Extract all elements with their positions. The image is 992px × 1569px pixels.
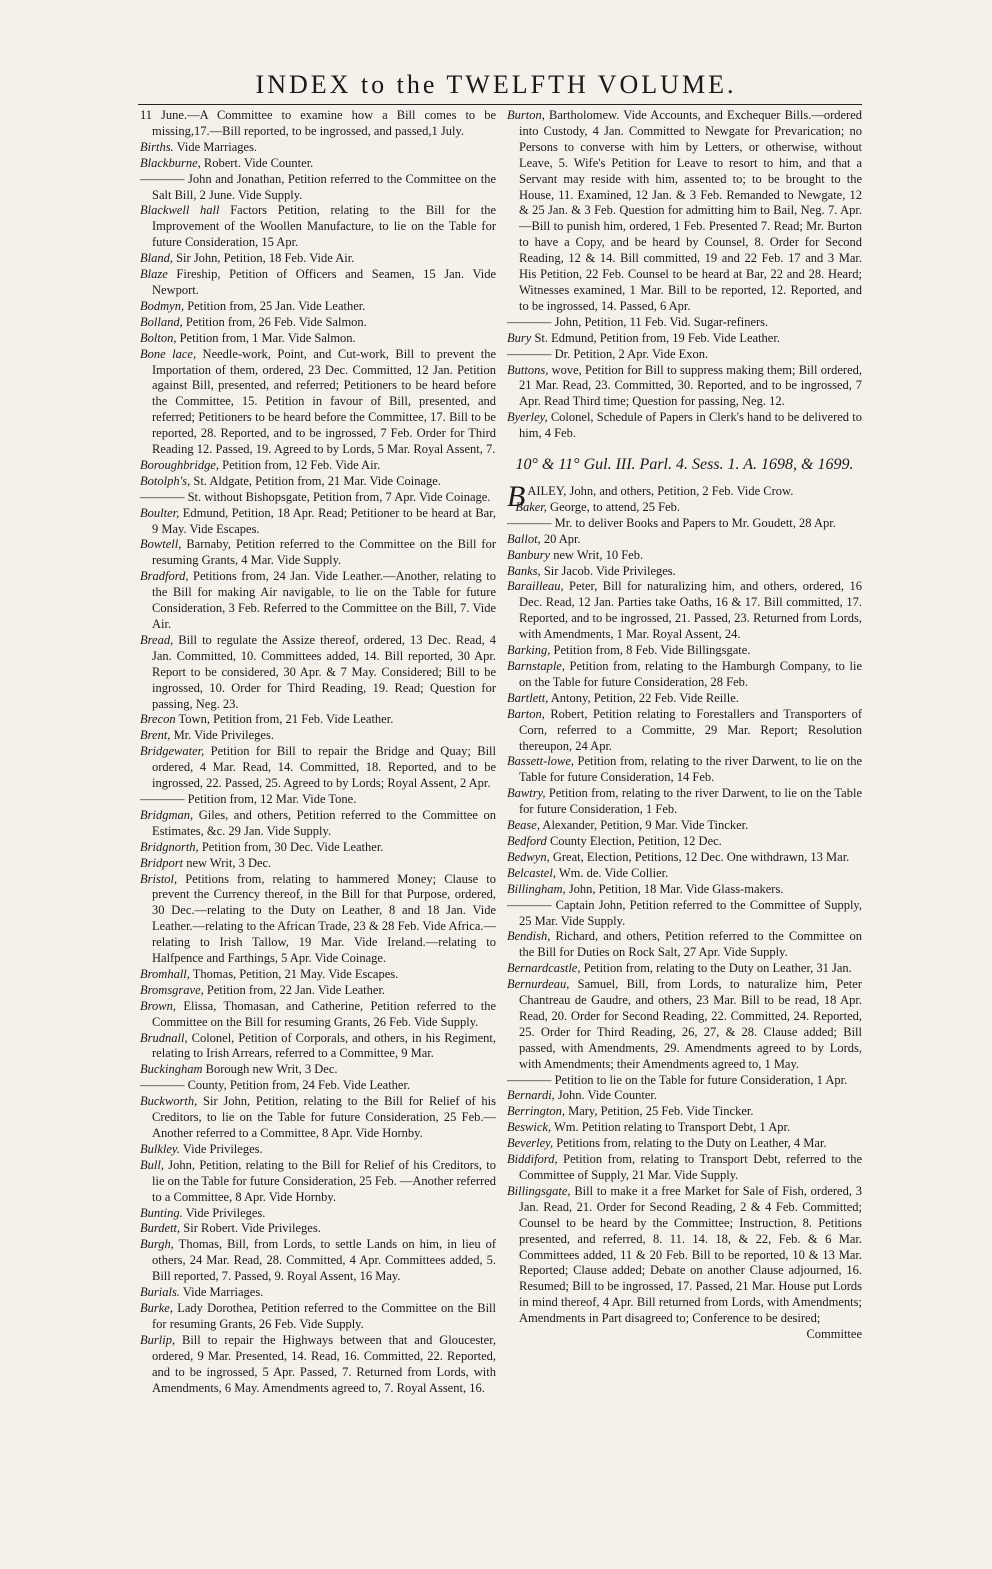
entry-heading: Bridgewater,: [140, 744, 205, 759]
entry-text: Petition from, 26 Feb. Vide Salmon.: [182, 314, 367, 329]
entry-text: Petition from, 22 Jan. Vide Leather.: [203, 982, 386, 997]
index-entry: [140, 1062, 496, 1078]
index-entry: [140, 1142, 496, 1158]
entry-heading: ————: [140, 171, 185, 186]
entry-text: Robert. Vide Counter.: [200, 155, 314, 170]
entry-heading: Bland,: [140, 251, 173, 266]
entry-text: John and Jonathan, Petition referred to the Committee on the Salt Bill, 2 June. Vide Supply.: [152, 171, 496, 202]
index-entry: [507, 1104, 862, 1120]
left-column: [140, 108, 496, 1563]
entry-text: Mr. Vide Privileges.: [170, 728, 274, 743]
index-entry: [507, 691, 862, 707]
index-entry: [140, 1301, 496, 1333]
index-entry: [140, 1237, 496, 1285]
index-entry: [507, 548, 862, 564]
entry-text: Sir Robert. Vide Privileges.: [180, 1221, 321, 1236]
entry-text: Petition from, relating to the Hamburgh Company, to lie on the Table for future Consideration, 28 Feb.: [519, 659, 862, 689]
index-entry: [140, 712, 496, 728]
index-entry: [507, 331, 862, 347]
entry-heading: Bolton,: [140, 330, 177, 345]
entry-text: Mary, Petition, 25 Feb. Vide Tincker.: [564, 1104, 754, 1119]
entry-text: Great, Election, Petitions, 12 Dec. One withdrawn, 13 Mar.: [549, 849, 850, 864]
index-entry: [140, 490, 496, 506]
entry-heading: Boroughbridge,: [140, 457, 220, 472]
index-entry: [140, 172, 496, 204]
index-entry: [507, 786, 862, 818]
entry-heading: Buttons,: [507, 362, 549, 377]
entry-text: Petition from, relating to the Duty on Leather, 31 Jan.: [580, 961, 852, 976]
index-entry: [507, 882, 862, 898]
entry-heading: Bernardcastle,: [507, 961, 581, 976]
entry-text: Petition from, 25 Jan. Vide Leather.: [184, 298, 366, 313]
index-entry: [140, 856, 496, 872]
entry-heading: ————: [140, 791, 185, 806]
entry-text: AILEY, John, and others, Petition, 2 Feb. Vide Crow.: [527, 484, 794, 499]
entry-heading: Bridport: [140, 855, 184, 870]
index-entry: [507, 754, 862, 786]
entry-heading: Blaze: [140, 267, 168, 282]
entry-text: Vide Marriages.: [173, 139, 258, 154]
index-entry: [507, 1120, 862, 1136]
index-entry: [507, 500, 862, 516]
index-entry: [140, 474, 496, 490]
index-entry: [140, 1206, 496, 1222]
entry-text: Thomas, Bill, from Lords, to settle Lands on him, in lieu of others, 24 Mar. Read, 28. Committed, 4 Apr. Committees added, 5. Bill reported, 7. Passed, 9. Royal Assent, 16 May.: [152, 1237, 496, 1284]
entry-heading: Burgh,: [140, 1237, 174, 1252]
entry-text: Bill to regulate the Assize thereof, ordered, 13 Dec. Read, 4 Jan. Committed, 10. Committees added, 14. Bill reported, 30 Apr. Report to be considered, 30 Apr. & 7 May. Considered; Bill to be ingrossed, 10. Order for Third Reading, 19. Read; Question for passing, Neg. 23.: [152, 632, 496, 711]
entry-heading: Burke,: [140, 1300, 173, 1315]
entry-heading: Brudnall,: [140, 1030, 188, 1045]
entry-heading: Billingham,: [507, 881, 566, 896]
index-entry: [140, 1031, 496, 1063]
index-entry: [507, 643, 862, 659]
entry-heading: Bease,: [507, 818, 540, 833]
index-entry: [507, 850, 862, 866]
entry-text: Town, Petition from, 21 Feb. Vide Leather.: [175, 712, 394, 727]
entry-text: John, Petition, 11 Feb. Vid. Sugar-refiners.: [551, 314, 769, 329]
entry-heading: ————: [140, 1078, 185, 1093]
entry-heading: Bolland,: [140, 314, 183, 329]
entry-heading: Botolph's,: [140, 473, 191, 488]
entry-text: Sir John, Petition, relating to the Bill for Relief of his Creditors, to lie on the Table for future Consideration, 25 Feb.—Another referred to a Committee, 8 Apr. Vide Hornby.: [152, 1094, 496, 1140]
entry-text: Mr. to deliver Books and Papers to Mr. Goudett, 28 Apr.: [551, 515, 836, 530]
entry-text: John. Vide Counter.: [554, 1088, 657, 1103]
entry-text: Bill to repair the Highways between that and Gloucester, ordered, 9 Mar. Presented, 14. Read, 16. Committed, 22. Reported, and to be ingrossed, 5 Apr. Passed, 7. Returned from Lords, with Amendments, 6 May. Amendments agreed to, 7. Royal Assent, 16.: [152, 1332, 496, 1395]
index-entry: [140, 744, 496, 792]
entry-text: Sir John, Petition, 18 Feb. Vide Air.: [172, 251, 355, 266]
entry-text: George, to attend, 25 Feb.: [546, 499, 680, 514]
entry-text: Fireship, Petition of Officers and Seamen, 15 Jan. Vide Newport.: [152, 267, 496, 297]
entry-text: 11 June.—A Committee to examine how a Bill comes to be missing,17.—Bill reported, to be ingrossed, and passed,1 July.: [140, 108, 496, 138]
entry-text: St. Edmund, Petition from, 19 Feb. Vide Leather.: [531, 330, 780, 345]
entry-text: Samuel, Bill, from Lords, to naturalize him, Peter Chantreau de Gaudre, and others, 23 Mar. Bill to be read, 18 Apr. Read, 20. Order for Second Reading, 22. Committed, 24. Reported, 25. Order for Third Reading, 26, 27, & 28. Clause added; Bill passed, with Amendments, 29. Amendments agreed to by Lords, with Amendments; their Amendments agreed to, 1 May.: [519, 977, 862, 1071]
index-entry: [140, 267, 496, 299]
index-entry: [507, 961, 862, 977]
entry-heading: Bridgman,: [140, 807, 194, 822]
entry-text: Bartholomew. Vide Accounts, and Exchequer Bills.—ordered into Custody, 4 Jan. Committed to Newgate for Prevarication; no Persons to converse with him by Letters, or otherwise, without Leave, 5. Wife's Petition for Leave to resort to him, and that a Servant may reside with him, assented to; to be brought to the House, 11. Examined, 12 Jan. & 3 Feb. Remanded to Newgate, 12 & 25 Jan. & 3 Feb. Question for admitting him to Bail, Neg. 7. Apr.—Bill to punish him, ordered, 1 Feb. Presented 7. Read; Mr. Burton to have a Copy, and be heard by Counsel, 8. Order for Second Reading, 12 & 14. Bill committed, 19 and 22 Feb. 17 and 3 Mar. His Petition, 22 Feb. Counsel to be heard at Bar, 22 and 28. Heard; Witnesses examined, 1 Mar. Bill to be reported, 12. Reported, and to be ingrossed, 14. Passed, 6 Apr.: [519, 108, 862, 313]
entry-text: Vide Privileges.: [179, 1141, 263, 1156]
entry-heading: Bromsgrave,: [140, 982, 204, 997]
entry-text: Vide Marriages.: [179, 1285, 264, 1300]
entry-text: Factors Petition, relating to the Bill for the Improvement of the Woollen Manufacture, to lie on the Table for future Consideration, 15 Apr.: [152, 203, 496, 250]
entry-text: Petition from, 30 Dec. Vide Leather.: [198, 839, 384, 854]
entry-text: Borough new Writ, 3 Dec.: [202, 1062, 338, 1077]
index-entry: [140, 872, 496, 967]
index-entry: [140, 1333, 496, 1397]
right-top-entries: [507, 108, 862, 442]
entry-heading: Bedford: [507, 833, 547, 848]
entry-text: Petition from, relating to the river Darwent, to lie on the Table for future Consideration, 14 Feb.: [519, 754, 862, 785]
entry-heading: Bridgnorth,: [140, 839, 199, 854]
entry-heading: Burlip,: [140, 1332, 176, 1347]
index-entry: [140, 251, 496, 267]
index-entry: [507, 108, 862, 315]
entry-heading: Births.: [140, 139, 174, 154]
index-entry: [140, 728, 496, 744]
index-entry: [140, 983, 496, 999]
entry-heading: ————: [507, 897, 552, 912]
index-entry: [507, 707, 862, 755]
entry-heading: Byerley,: [507, 410, 548, 425]
entry-text: Thomas, Petition, 21 May. Vide Escapes.: [189, 966, 399, 981]
index-entry: [507, 1073, 862, 1089]
entry-heading: Bury: [507, 330, 532, 345]
entry-text: St. without Bishopsgate, Petition from, 7 Apr. Vide Coinage.: [184, 489, 491, 504]
entry-heading: Bull,: [140, 1157, 164, 1172]
index-entry: [140, 840, 496, 856]
entry-text: Elissa, Thomasan, and Catherine, Petition referred to the Committee on the Bill for resuming Grants, 26 Feb. Vide Supply.: [152, 998, 496, 1029]
index-entry: [140, 140, 496, 156]
index-entry: [140, 1078, 496, 1094]
entry-text: County, Petition from, 24 Feb. Vide Leather.: [184, 1078, 411, 1093]
entry-text: new Writ, 3 Dec.: [183, 855, 272, 870]
entry-heading: Berrington,: [507, 1104, 565, 1119]
entry-text: John, Petition, 18 Mar. Vide Glass-makers.: [565, 881, 784, 896]
entry-heading: Billingsgate,: [507, 1183, 571, 1198]
entry-heading: Blackburne,: [140, 155, 201, 170]
entry-heading: ————: [140, 489, 185, 504]
page-header: INDEX to the TWELFTH VOLUME.: [255, 70, 737, 99]
entry-text: Petitions from, relating to the Duty on Leather, 4 Mar.: [553, 1136, 827, 1151]
index-entry: [507, 659, 862, 691]
entry-heading: Belcastel,: [507, 865, 556, 880]
entry-text: Petition from, 8 Feb. Vide Billingsgate.: [550, 643, 751, 658]
entry-heading: Bassett-lowe,: [507, 754, 575, 769]
index-entry: [140, 808, 496, 840]
entry-text: Robert, Petition relating to Forestallers and Transporters of Corn, referred to a Committe, 29 Mar. Report; Resolution thereupon, 24 Apr.: [519, 706, 862, 753]
entry-text: Dr. Petition, 2 Apr. Vide Exon.: [551, 346, 709, 361]
entry-text: Petition from, 12 Mar. Vide Tone.: [184, 791, 357, 806]
entry-heading: Boulter,: [140, 505, 180, 520]
entry-text: Wm. de. Vide Collier.: [555, 865, 669, 880]
entry-heading: Banks,: [507, 563, 541, 578]
index-entry: [140, 967, 496, 983]
index-entry: [140, 792, 496, 808]
entry-heading: Bulkley.: [140, 1141, 180, 1156]
entry-heading: Biddiford,: [507, 1152, 558, 1167]
right-entries: [507, 500, 862, 1327]
index-entry: [140, 569, 496, 633]
entry-heading: Bernardi,: [507, 1088, 555, 1103]
entry-heading: Beverley,: [507, 1136, 554, 1151]
entry-text: Colonel, Schedule of Papers in Clerk's hand to be delivered to him, 4 Feb.: [519, 410, 862, 441]
entry-heading: Brown,: [140, 998, 176, 1013]
index-entry: [507, 977, 862, 1072]
entry-text: Petition to lie on the Table for future Consideration, 1 Apr.: [551, 1072, 848, 1087]
entry-heading: Brent,: [140, 728, 171, 743]
index-entry: [507, 818, 862, 834]
index-entry: [140, 1158, 496, 1206]
entry-text: Petitions from, 24 Jan. Vide Leather.—Another, relating to the Bill for making Air navigable, to lie on the Table for future Consideration, 3 Feb. Referred to the Committee on the Bill, 7. Vide Air.: [152, 569, 496, 631]
entry-text: Barnaby, Petition referred to the Committee on the Bill for resuming Grants, 4 Mar. Vide Supply.: [152, 537, 496, 568]
index-entry: [140, 999, 496, 1031]
index-entry: [140, 537, 496, 569]
entry-heading: Burton,: [507, 108, 545, 122]
index-entry: [507, 516, 862, 532]
entry-heading: Bawtry,: [507, 786, 546, 801]
entry-text: County Election, Petition, 12 Dec.: [546, 833, 722, 848]
index-entry: [507, 1184, 862, 1327]
index-entry: [507, 564, 862, 580]
index-entry: [507, 579, 862, 643]
entry-text: Petition for Bill to repair the Bridge and Quay; Bill ordered, 4 Mar. Read, 14. Committed, 18. Reported, and to be ingrossed, 22. Passed, 25. Agreed to by Lords; Royal Assent, 2 Apr.: [152, 744, 496, 791]
entry-text: Edmund, Petition, 18 Apr. Read; Petitioner to be heard at Bar, 9 May. Vide Escapes.: [152, 505, 496, 536]
entry-text: Richard, and others, Petition referred to the Committee on the Bill for Duties on Rock Salt, 27 Apr. Vide Supply.: [519, 929, 862, 960]
entry-heading: Brecon: [140, 712, 176, 727]
entry-heading: ————: [507, 314, 552, 329]
entry-heading: Bristol,: [140, 871, 178, 886]
entry-heading: Beswick,: [507, 1120, 552, 1135]
index-entry: [507, 834, 862, 850]
index-entry: [140, 156, 496, 172]
index-entry: [140, 315, 496, 331]
index-entry: [140, 331, 496, 347]
entry-text: St. Aldgate, Petition from, 21 Mar. Vide Coinage.: [190, 473, 441, 488]
entry-text: Colonel, Petition of Corporals, and others, in his Regiment, relating to Irish Arrears, referred to a Committee, 9 Mar.: [152, 1030, 496, 1061]
index-entry: [140, 1094, 496, 1142]
entry-text: Alexander, Petition, 9 Mar. Vide Tincker.: [539, 818, 749, 833]
entry-heading: Burdett,: [140, 1221, 181, 1236]
entry-text: Antony, Petition, 22 Feb. Vide Reille.: [548, 690, 739, 705]
entry-text: Petition from, relating to Transport Debt, referred to the Committee of Supply, 21 Mar. Vide Supply.: [519, 1152, 862, 1182]
entry-heading: Buckworth,: [140, 1094, 198, 1109]
entry-heading: Baker,: [515, 499, 547, 514]
entry-heading: Buckingham: [140, 1062, 203, 1077]
entry-heading: Bendish,: [507, 929, 551, 944]
session-heading: 10° & 11° Gul. III. Parl. 4. Sess. 1. A. 1698, & 1699.: [515, 456, 854, 474]
index-entry: [507, 929, 862, 961]
index-entry: [507, 866, 862, 882]
index-entry: [507, 1088, 862, 1104]
entry-text: Bill to make it a free Market for Sale of Fish, ordered, 3 Jan. Read, 21. Order for Second Reading, 2 & 4 Feb. Committed; Counsel to be heard by the Committee; Instruction, 8. Petitions presented, and referred, 8. 11. 14. 18, & 22, Feb. & 6 Mar. Committees added, 11 & 20 Feb. Bill to be reported, 10 & 13 Mar. Reported; Clause added; Debate on another Clause adjourned, 16. Resumed; Bill to be ingrossed, 17. Passed, 21 Mar. House put Lords in mind thereof, 4 Apr. Bill returned from Lords, with Amendments; Amendments in Part disagreed to; Conference to be desired;: [519, 1183, 862, 1326]
index-entry: [140, 299, 496, 315]
index-entry: [507, 347, 862, 363]
entry-text: Vide Privileges.: [182, 1205, 266, 1220]
entry-heading: Bartlett,: [507, 690, 549, 705]
entry-text: Needle-work, Point, and Cut-work, Bill to prevent the Importation of them, ordered, 23 Dec. Committed, 12 Jan. Petition against Bill, presented, and referred; Petitioners to be heard before the Committee, 15. Petition in favour of Bill, presented, and referred; Petitioners to be heard before the Committee, 17. Bill to be reported, 28. Reported, and to be ingrossed, 7 Feb. Order for Third Reading 12. Passed, 19. Agreed to by Lords, 5 Mar. Royal Assent, 7.: [152, 346, 496, 457]
index-entry: [140, 506, 496, 538]
entry-heading: Bromhall,: [140, 966, 190, 981]
index-entry: [507, 1136, 862, 1152]
index-entry: [507, 532, 862, 548]
entry-heading: ————: [507, 515, 552, 530]
index-entry: [140, 347, 496, 458]
index-entry: [140, 203, 496, 251]
index-entry: [507, 410, 862, 442]
entry-heading: Burials.: [140, 1285, 180, 1300]
entry-heading: Bedwyn,: [507, 849, 550, 864]
entry-heading: Banbury: [507, 547, 551, 562]
index-entry: [140, 633, 496, 713]
index-entry: [140, 108, 496, 140]
catchword: Committee: [806, 1327, 862, 1342]
entry-text: new Writ, 10 Feb.: [550, 547, 644, 562]
entry-text: Petition from, 1 Mar. Vide Salmon.: [176, 330, 356, 345]
index-entry: [140, 1285, 496, 1301]
index-entry: [140, 1221, 496, 1237]
entry-text: Petition from, 12 Feb. Vide Air.: [219, 457, 381, 472]
entry-heading: Bunting.: [140, 1205, 183, 1220]
entry-text: Peter, Bill for naturalizing him, and others, ordered, 16 Dec. Read, 12 Jan. Parties take Oaths, 16 & 17. Bill committed, 17. Reported, and to be ingrossed, 21. Passed, 23. Returned from Lords, with Amendments, 1 Mar. Royal Assent, 24.: [519, 579, 862, 642]
entry-heading: ————: [507, 346, 552, 361]
index-entry: [507, 315, 862, 331]
entry-text: Sir Jacob. Vide Privileges.: [540, 563, 676, 578]
entry-heading: Barailleau,: [507, 579, 564, 594]
entry-heading: Blackwell hall: [140, 203, 220, 218]
entry-heading: Bodmyn,: [140, 298, 185, 313]
entry-text: Petition from, relating to the river Darwent, to lie on the Table for future Consideration, 1 Feb.: [519, 786, 862, 817]
entry-text: Wm. Petition relating to Transport Debt, 1 Apr.: [551, 1120, 791, 1135]
index-entry: [507, 1152, 862, 1184]
header-rule: [138, 104, 862, 105]
entry-heading: Barton,: [507, 706, 545, 721]
entry-heading: Bradford,: [140, 569, 189, 584]
entry-text: Petitions from, relating to hammered Money; Clause to prevent the Currency thereof, in the Bill for that Purpose, ordered, 30 Dec.—relating to the Duty on Leather, 8 and 18 Jan. Vide Leather.—relating to the African Trade, 23 & 28 Feb. Vide Africa.—relating to Irish Tallow, 19 Mar. Vide Ireland.—relating to Halfpence and Farthings, 5 Apr. Vide Coinage.: [152, 871, 496, 966]
entry-heading: Bread,: [140, 632, 174, 647]
entry-heading: Barking,: [507, 643, 551, 658]
index-entry: [140, 458, 496, 474]
entry-text: wove, Petition for Bill to suppress making them; Bill ordered, 21 Mar. Read, 23. Committed, 30. Reported, and to be ingrossed, 7 Apr. Read Third time; Question for passing, Neg. 12.: [519, 362, 862, 409]
index-entry: [507, 898, 862, 930]
entry-text: Giles, and others, Petition referred to the Committee on Estimates, &c. 29 Jan. Vide Supply.: [152, 807, 496, 838]
entry-heading: Ballot,: [507, 531, 541, 546]
entry-heading: Bone lace,: [140, 346, 197, 361]
right-column: [507, 108, 862, 1563]
index-entry: [507, 363, 862, 411]
entry-heading: Barnstaple,: [507, 659, 565, 673]
entry-text: Lady Dorothea, Petition referred to the Committee on the Bill for resuming Grants, 26 Feb. Vide Supply.: [152, 1300, 496, 1331]
entry-text: 20 Apr.: [540, 531, 581, 546]
entry-text: Captain John, Petition referred to the Committee of Supply, 25 Mar. Vide Supply.: [519, 897, 862, 928]
entry-text: John, Petition, relating to the Bill for Relief of his Creditors, to lie on the Table for future Consideration, 25 Feb. —Another referred to a Committee, 8 Apr. Vide Hornby.: [152, 1157, 496, 1204]
drop-letter: B: [507, 480, 526, 514]
entry-heading: ————: [507, 1072, 552, 1087]
entry-heading: Bernurdeau,: [507, 977, 570, 992]
entry-heading: Bowtell,: [140, 537, 182, 552]
